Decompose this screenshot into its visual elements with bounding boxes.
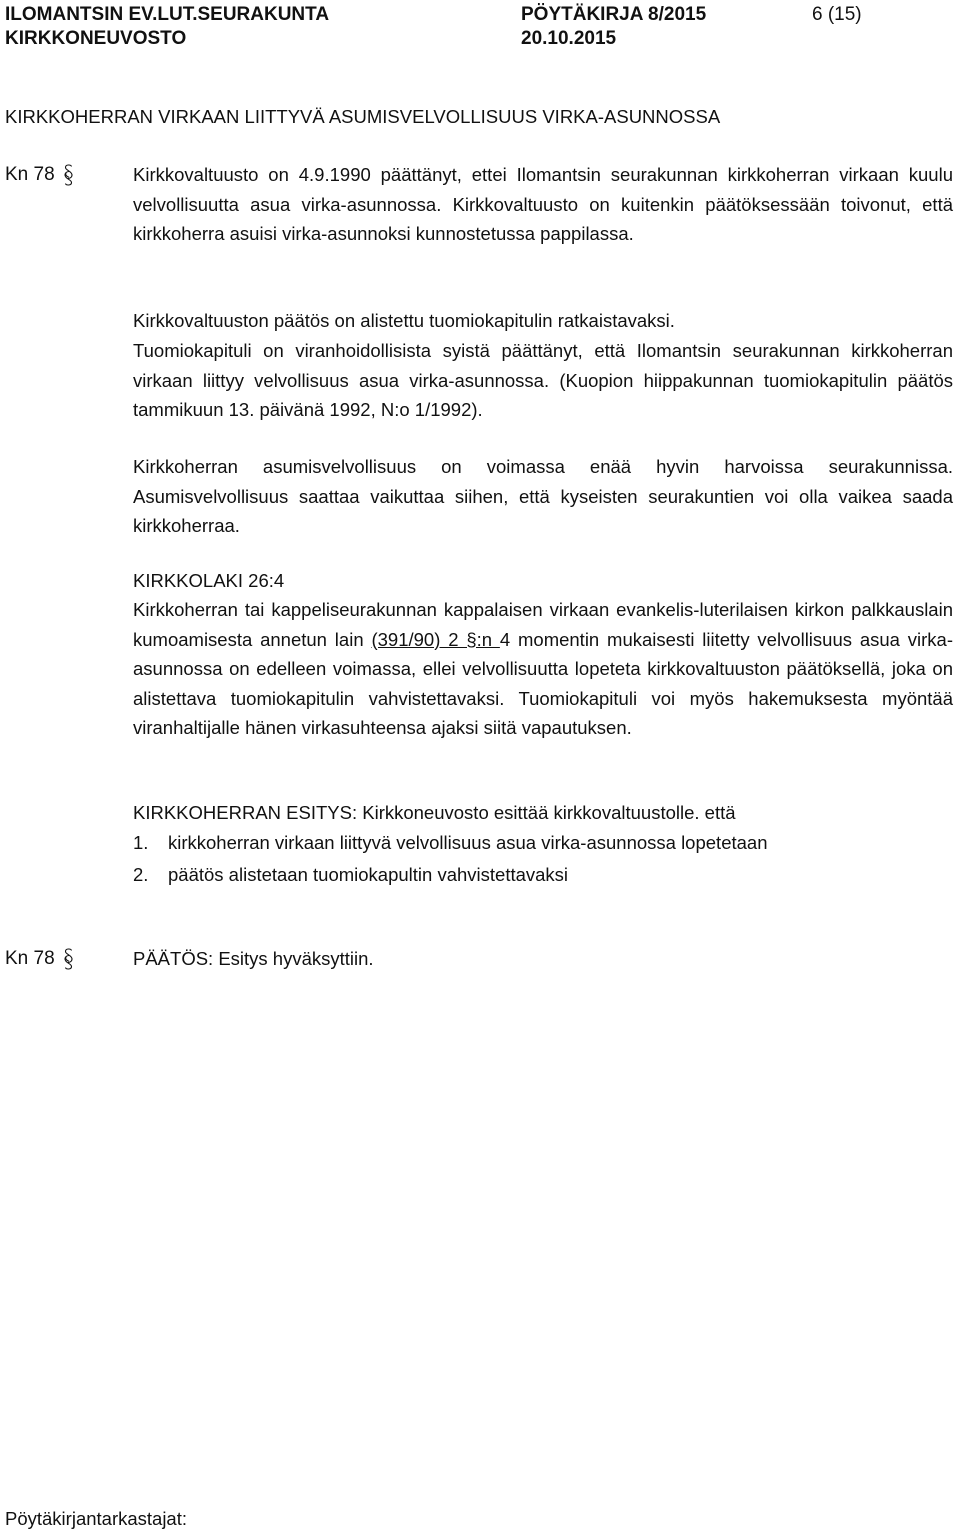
list-item-text: päätös alistetaan tuomiokapultin vahvistettavaksi bbox=[168, 864, 569, 885]
meeting-date: 20.10.2015 bbox=[521, 28, 617, 49]
law-text-end: 4 momentin mukaisesti liitetty velvollisuus asua virka-asunnossa on edelleen voimassa, ellei velvollisuutta lopeteta kirkkovaltuuston päätöksellä, joka on alistettava tuomiokapitulin vahvistettavaksi. Tuomiokapituli voi myös hakemuksesta myöntää viranhaltijalle hänen virkasuhteensa ajaksi siitä vapautuksen. bbox=[133, 628, 954, 738]
list-item-text: kirkkoherran virkaan liittyvä velvollisuus asua virka-asunnossa lopetetaan bbox=[168, 832, 768, 853]
item-label: Kn 78 bbox=[5, 948, 55, 969]
section-title: KIRKKOHERRAN VIRKAAN LIITTYVÄ ASUMISVELVOLLISUUS VIRKA-ASUNNOSSA bbox=[5, 106, 721, 127]
body-name: KIRKKONEUVOSTO bbox=[5, 28, 187, 49]
item-label: Kn 78 bbox=[5, 164, 55, 185]
list-item-number: 1. bbox=[133, 832, 149, 853]
proposal-text: KIRKKOHERRAN ESITYS: Kirkkoneuvosto esittää kirkkovaltuustolle. että bbox=[133, 802, 736, 823]
list-item-number: 2. bbox=[133, 864, 149, 885]
paragraph-current-state: Kirkkoherran asumisvelvollisuus on voimassa enää hyvin harvoissa seurakunnissa. Asumisvelvollisuus saattaa vaikuttaa siihen, että kyseisten seurakuntien voi olla vaikea saada kirkkoherraa. bbox=[133, 456, 953, 536]
section-sign-icon bbox=[63, 947, 74, 971]
paragraph-submission: Kirkkovaltuuston päätös on alistettu tuomiokapitulin ratkaistavaksi. bbox=[133, 310, 675, 331]
section-sign-icon bbox=[63, 163, 74, 187]
reviewers-label: Pöytäkirjantarkastajat: bbox=[5, 1508, 188, 1529]
decision-text: PÄÄTÖS: Esitys hyväksyttiin. bbox=[133, 948, 374, 969]
document-type: PÖYTÄKIRJA 8/2015 bbox=[521, 4, 707, 25]
law-heading: KIRKKOLAKI 26:4 bbox=[133, 570, 285, 591]
org-name: ILOMANTSIN EV.LUT.SEURAKUNTA bbox=[5, 4, 330, 25]
paragraph-background: Kirkkovaltuusto on 4.9.1990 päättänyt, ettei Ilomantsin seurakunnan kirkkoherran virkaan kuulu velvollisuutta asua virka-asunnossa. Kirkkovaltuusto on kuitenkin päätöksessään toivonut, että kirkkoherra asuisi virka-asunnoksi kunnostetussa pappilassa. bbox=[133, 164, 953, 244]
law-text bbox=[133, 595, 953, 743]
page-number: 6 (15) bbox=[812, 4, 862, 25]
paragraph-chapter-decision: Tuomiokapituli on viranhoidollisista syistä päättänyt, että Ilomantsin seurakunnan kirkkoherran virkaan liittyy velvollisuus asua virka-asunnossa. (Kuopion hiippakunnan tuomiokapitulin päätös tammikuun 13. päivänä 1992, N:o 1/1992). bbox=[133, 340, 953, 420]
law-text-start: Kirkkoherran tai kappeliseurakunnan kappalaisen virkaan evankelis-luterilaisen kirkon palkkauslain kumoamisesta annetun lain bbox=[133, 599, 953, 650]
law-reference-link[interactable]: (391/90) 2 §:n bbox=[371, 628, 500, 650]
